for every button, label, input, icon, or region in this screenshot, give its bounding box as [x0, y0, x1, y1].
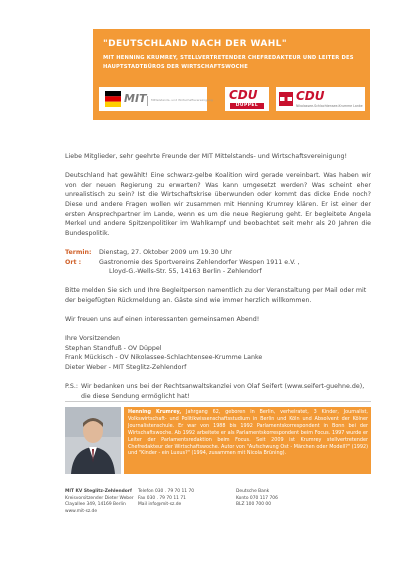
flag-icon [279, 92, 293, 106]
header-banner [93, 29, 370, 120]
footer-phone: Telefon 030 . 79 70 11 70 [138, 489, 195, 494]
ort-label: Ort : [65, 258, 82, 266]
intro-paragraph: Deutschland hat gewählt! Eine schwarz-gelbe Koalition wird gerade vereinbart. Was haben wir von der neuen Regierung zu erwarten? Was kann umgesetzt werden? Was scheint eher unrealistisch zu sein? Ist die Wirtschaftskrise überwunden oder kommt das dicke Ende noch? Diese und andere Fragen wollen wir zusammen mit Henning Krumrey klären. Er ist einer der ersten Ansprechpartner im Lande, wenn es um die neue Regierung geht. Er begleitete Angela Merkel und andere Spitzenpolitiker im Wahlkampf und beobachtet seit mehr als 20 Jahren die Bundespolitik. [65, 172, 371, 237]
footer-bank [236, 489, 278, 509]
cdu-duppel-logo [225, 87, 269, 111]
speaker-photo [65, 407, 121, 474]
footer-mail: Mail info@mit-sz.de [138, 502, 182, 508]
footer-website: www.mit-sz.de [65, 508, 98, 514]
cdu-logo-word: CDU [229, 88, 258, 102]
footer-org: MIT KV Steglitz-Zehlendorf [65, 489, 132, 494]
footer-contact [138, 489, 194, 509]
signature-name: Frank Mückisch - OV Nikolassee-Schlachtensee-Krumme Lanke [65, 354, 263, 362]
footer-blz: BLZ 100 700 00 [236, 502, 272, 508]
mit-logo-divider [147, 96, 148, 106]
cdu-logo-word: CDU [296, 89, 325, 103]
speaker-bio [65, 407, 371, 474]
footer-address [65, 489, 134, 515]
eagle-flag-icon [105, 91, 121, 107]
letter-body [65, 152, 371, 401]
event-details [65, 248, 371, 277]
ps-text: Wir bedanken uns bei der Rechtsanwaltskanzlei von Olaf Seifert (www.seifert-guehne.de), die diese Sendung ermöglicht hat! [81, 383, 365, 400]
footer-account: Konto 070 117 706 [236, 495, 278, 501]
speaker-description: Jahrgang 62, geboren in Berlin, verheiratet, 3 Kinder, Journalist, Volkswirtschaft- und Politikwissenschaftsstudium in Berlin und Köln und Absolvent der Kölner Journalistenschule. Er war von 1988 bis 1992 Parlamentskorrespondent in Bonn bei der Wirtschaftswoche. Ab 1992 arbeitete er als Parlamentskorrespondent beim Focus. 1997 wurde er Leiter der Parlamentsredaktion beim Focus. Seit 2009 ist Krumrey stellvertretender Chefredakteur der Wirtschaftswoche. Autor von "Aufschwung Ost - Märchen oder Modell?" (1992) und "Kinder - ein Luxus?" (1994, zusammen mit Nicola Brüning). [128, 409, 368, 457]
cdu-logo-sub: Nikolassee-Schlachtensee-Krumme Lanke [296, 104, 363, 108]
registration-request: Bitte melden Sie sich und Ihre Begleitperson namentlich zu der Veranstaltung per Mail oder mit der beigefügten Rückmeldung an. Gäste sind wie immer herzlich willkommen. [65, 287, 367, 304]
postscript [65, 382, 371, 401]
signatures-heading: Ihre Vorsitzenden [65, 335, 120, 343]
footer-chair: Kreisvorsitzender Dieter Weber [65, 495, 134, 501]
signature-name: Stephan Standfuß - OV Düppel [65, 344, 162, 352]
ort-value: Gastronomie des Sportvereins Zehlendorfer Wespen 1911 e.V. , [99, 258, 300, 266]
footer-fax: Fax 030 . 79 70 11 71 [138, 495, 186, 501]
divider [65, 401, 371, 402]
mit-logo-word: MIT [124, 92, 147, 105]
event-title: "DEUTSCHLAND NACH DER WAHL" [103, 39, 287, 49]
speaker-name: Henning Krumrey, [128, 409, 182, 415]
footer-bank-name: Deutsche Bank [236, 489, 270, 494]
mit-logo [99, 87, 213, 111]
signature-name: Dieter Weber - MIT Steglitz-Zehlendorf [65, 364, 187, 372]
greeting: Liebe Mitglieder, sehr geehrte Freunde der MIT Mittelstands- und Wirtschaftsvereinigung! [65, 153, 347, 160]
termin-value: Dienstag, 27. Oktober 2009 um 19.30 Uhr [99, 248, 232, 256]
termin-label: Termin: [65, 248, 92, 256]
person-icon [65, 407, 121, 474]
mit-logo-tagline: Mittelstands- und Wirtschaftsvereinigung [151, 98, 213, 102]
speaker-bio-text [124, 407, 371, 474]
signatures [65, 334, 371, 372]
event-date-row [65, 248, 371, 258]
cdu-logo-sub: DÜPPEL [230, 103, 264, 109]
ps-label: P.S.: [65, 383, 78, 391]
event-location-row [65, 258, 371, 268]
event-subtitle: MIT HENNING KRUMREY, STELLVERTRETENDER CHEFREDAKTEUR UND LEITER DES HAUPTSTADTBÜROS DER WIRTSCHAFTSWOCHE [103, 55, 354, 70]
ort-address: Lloyd-G.-Wells-Str. 55, 14163 Berlin - Zehlendorf [109, 268, 262, 276]
closing-line: Wir freuen uns auf einen interessanten gemeinsamen Abend! [65, 316, 260, 324]
footer-street: Clayallee 349, 14169 Berlin [65, 502, 126, 508]
cdu-nikolassee-logo [276, 87, 365, 111]
